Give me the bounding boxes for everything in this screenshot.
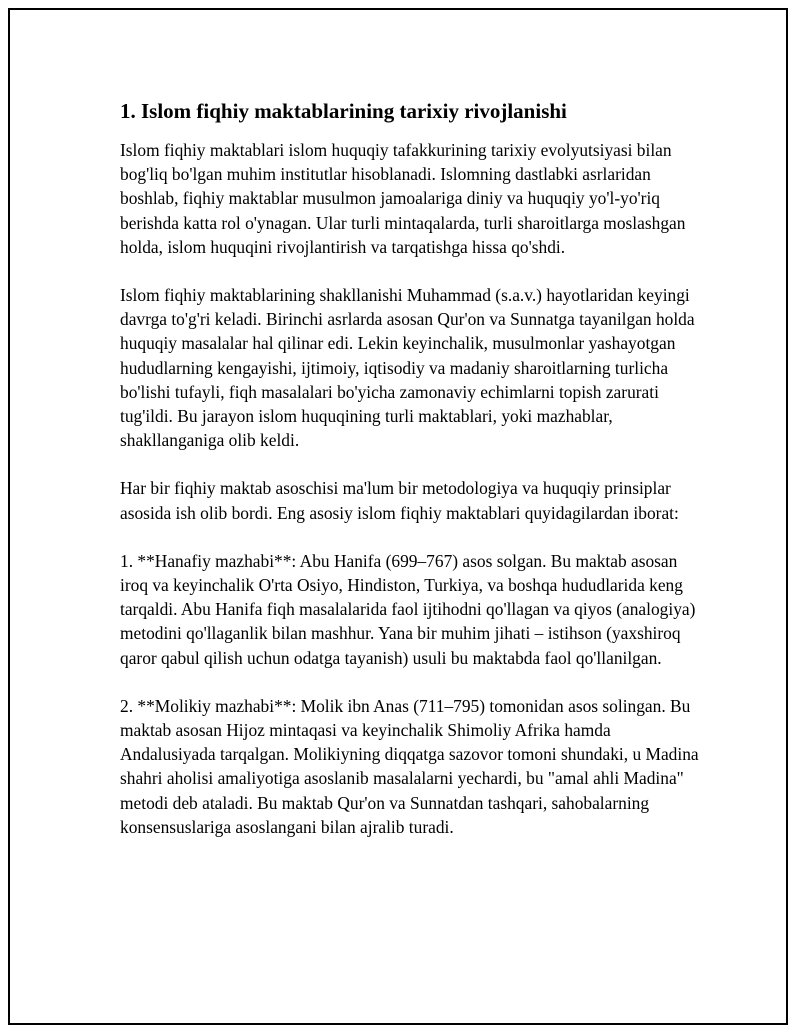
document-body: [120, 98, 700, 863]
section-heading: 1. Islom fiqhiy maktablarining tarixiy rivojlanishi: [120, 99, 567, 123]
paragraph-intro: Islom fiqhiy maktablari islom huquqiy tafakkurining tarixiy evolyutsiyasi bilan bog'liq bo'lgan muhim institutlar hisoblanadi. Islomning dastlabki asrlaridan boshlab, fiqhiy maktablar musulmon jamoalariga diniy va huquqiy yo'l-yo'riq berishda katta rol o'ynagan. Ular turli mintaqalarda, turli sharoitlarga moslashgan holda, islom huquqini rivojlantirish va tarqatishga hissa qo'shdi.: [120, 140, 686, 257]
paragraph-maliki: 2. **Molikiy mazhabi**: Molik ibn Anas (711–795) tomonidan asos solingan. Bu maktab asosan Hijoz mintaqasi va keyinchalik Shimoliy Afrika hamda Andalusiyada tarqalgan. Molikiyning diqqatga sazovor tomoni shundaki, u Madina shahri aholisi amaliyotiga asoslanib masalalarni yechardi, bu "amal ahli Madina" metodi deb ataladi. Bu maktab Qur'on va Sunnatdan tashqari, sahobalarning konsensuslariga asoslangani bilan ajralib turadi.: [120, 695, 699, 837]
paragraph-schools-list-intro: Har bir fiqhiy maktab asoschisi ma'lum bir metodologiya va huquqiy prinsiplar asosida ish olib bordi. Eng asosiy islom fiqhiy maktablari quyidagilardan iborat:: [120, 478, 679, 523]
paragraph-hanafi: 1. **Hanafiy mazhabi**: Abu Hanifa (699–767) asos solgan. Bu maktab asosan iroq va keyinchalik O'rta Osiyo, Hindiston, Turkiya, va boshqa hududlarida keng tarqaldi. Abu Hanifa fiqh masalalarida faol ijtihodni qo'llagan va qiyos (analogiya) metodini qo'llaganlik bilan mashhur. Yana bir muhim jihati – istihson (yaxshiroq qaror qabul qilish uchun odatga tayanish) usuli bu maktabda faol qo'llanilgan.: [120, 550, 696, 668]
paragraph-formation: Islom fiqhiy maktablarining shakllanishi Muhammad (s.a.v.) hayotlaridan keyingi davrga to'g'ri keladi. Birinchi asrlarda asosan Qur'on va Sunnatga tayanilgan holda huquqiy masalalar hal qilinar edi. Lekin keyinchalik, musulmonlar yashayotgan hududlarning kengayishi, ijtimoiy, iqtisodiy va madaniy sharoitlarning turlicha bo'lishi tufayli, fiqh masalalari bo'yicha zamonaviy echimlarni topish zarurati tug'ildi. Bu jarayon islom huquqining turli maktablari, yoki mazhablar, shakllanganiga olib keldi.: [120, 285, 695, 451]
page-frame: [8, 8, 788, 1025]
